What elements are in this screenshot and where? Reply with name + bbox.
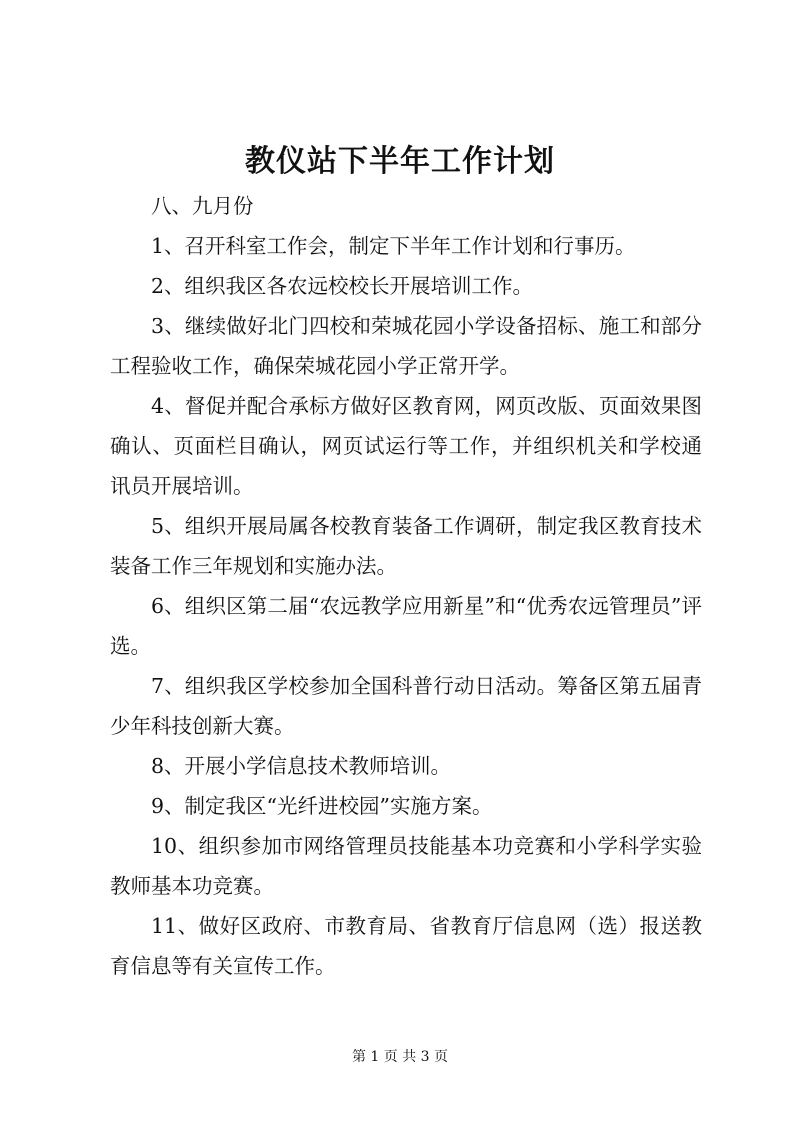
plan-item-3: 3、继续做好北门四校和荣城花园小学设备招标、施工和部分工程验收工作，确保荣城花园小学正常开学。	[110, 314, 702, 378]
plan-item-4: 4、督促并配合承标方做好区教育网，网页改版、页面效果图确认、页面栏目确认，网页试运行等工作，并组织机关和学校通讯员开展培训。	[110, 394, 702, 498]
plan-item-9: 9、制定我区“光纤进校园”实施方案。	[151, 794, 493, 818]
page-number-footer: 第 1 页 共 3 页	[351, 1049, 449, 1065]
document-body	[110, 186, 702, 986]
plan-item-7: 7、组织我区学校参加全国科普行动日活动。筹备区第五届青少年科技创新大赛。	[110, 674, 702, 738]
plan-item-10: 10、组织参加市网络管理员技能基本功竞赛和小学科学实验教师基本功竞赛。	[110, 834, 702, 898]
plan-item-1: 1、召开科室工作会，制定下半年工作计划和行事历。	[151, 234, 636, 258]
document-title: 教仪站下半年工作计划	[245, 144, 555, 179]
plan-item-8: 8、开展小学信息技术教师培训。	[151, 754, 452, 778]
plan-item-11: 11、做好区政府、市教育局、省教育厅信息网（选）报送教育信息等有关宣传工作。	[110, 914, 702, 978]
section-heading: 八、九月份	[151, 194, 254, 218]
plan-item-5: 5、组织开展局属各校教育装备工作调研，制定我区教育技术装备工作三年规划和实施办法。	[110, 514, 702, 578]
plan-item-2: 2、组织我区各农远校校长开展培训工作。	[151, 274, 534, 298]
plan-item-6: 6、组织区第二届“农远教学应用新星”和“优秀农远管理员”评选。	[110, 594, 702, 658]
